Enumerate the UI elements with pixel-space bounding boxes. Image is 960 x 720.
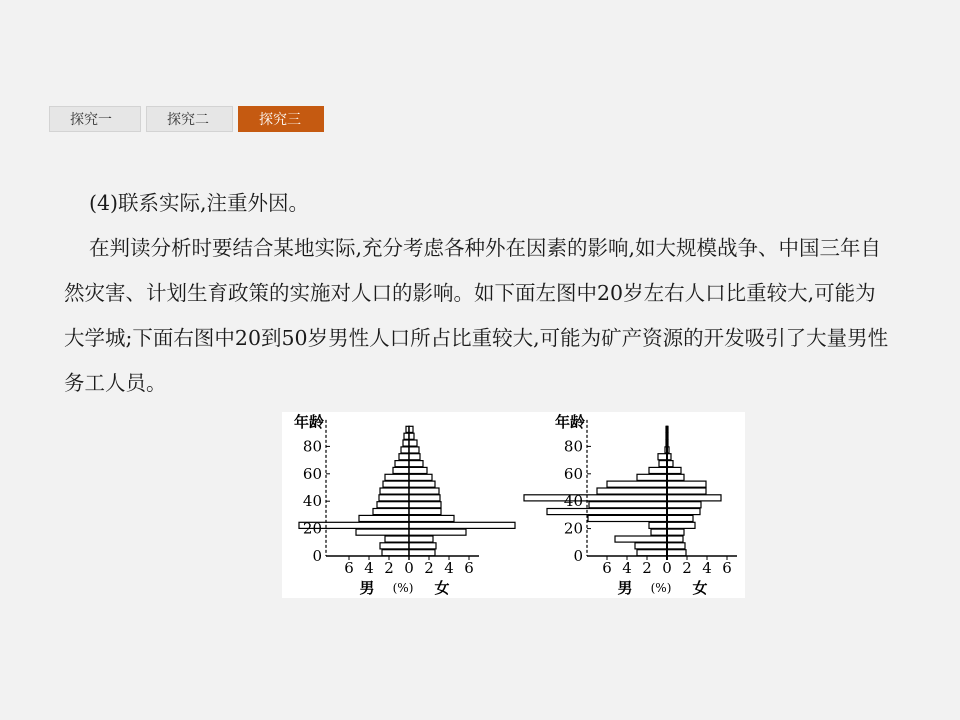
- chart-2-female-bar: [667, 536, 683, 542]
- chart-2-x-tick-label: 4: [622, 559, 632, 577]
- content-heading: (4)联系实际,注重外因。: [89, 191, 310, 215]
- tab-bar: [49, 106, 324, 132]
- chart-2-male-bar: [524, 495, 667, 501]
- chart-1-male-bar: [385, 536, 409, 542]
- chart-1-female-bar: [409, 509, 441, 515]
- chart-1-female-bar: [409, 515, 454, 521]
- chart-1-female-bar: [409, 447, 419, 453]
- chart-2-male-bar: [589, 502, 667, 508]
- chart-2-x-tick-label: 6: [722, 559, 732, 577]
- chart-1-female-bar: [409, 543, 436, 549]
- chart-2-male-bar: [597, 488, 667, 494]
- chart-1-male-bar: [359, 515, 409, 521]
- chart-1-y-axis-title: 年龄: [293, 413, 324, 431]
- chart-2-female-bar: [667, 502, 701, 508]
- chart-2-female-bar: [667, 522, 695, 528]
- chart-2-male-bar: [615, 536, 667, 542]
- chart-2-unit-label: (%): [650, 581, 672, 595]
- chart-2-y-tick-label: 80: [563, 437, 583, 456]
- chart-1-male-bar: [395, 461, 409, 467]
- chart-2-female-bar: [667, 467, 681, 473]
- chart-1-male-bar: [403, 440, 409, 446]
- chart-1-x-tick-label: 0: [404, 559, 414, 577]
- chart-1-female-label: 女: [434, 579, 450, 597]
- chart-1-male-bar: [385, 474, 409, 480]
- chart-2-male-label: 男: [617, 579, 633, 597]
- chart-1-male-bar: [382, 550, 409, 556]
- chart-1-male-bar: [356, 529, 409, 535]
- chart-1-female-bar: [409, 467, 427, 473]
- chart-2-female-bar: [667, 529, 684, 535]
- chart-1-male-bar: [377, 502, 409, 508]
- population-pyramid-figure: [282, 412, 745, 598]
- chart-1-female-bar: [409, 440, 417, 446]
- chart-1-x-tick-label: 4: [444, 559, 454, 577]
- chart-1-male-bar: [393, 467, 409, 473]
- chart-1-female-bar: [409, 495, 440, 501]
- chart-1-male-bar: [380, 488, 409, 494]
- chart-2-female-bar: [667, 543, 685, 549]
- chart-2-x-tick-label: 4: [702, 559, 712, 577]
- chart-2-male-bar: [637, 474, 667, 480]
- chart-1-female-bar: [409, 461, 423, 467]
- chart-2-x-tick-label: 2: [642, 559, 652, 577]
- chart-2-male-bar: [588, 515, 667, 521]
- tab-inquiry-3[interactable]: 探究三: [238, 106, 324, 132]
- chart-2-female-bar: [667, 481, 706, 487]
- chart-2-x-tick-label: 6: [602, 559, 612, 577]
- chart-2-male-bar: [635, 543, 667, 549]
- chart-1-x-tick-label: 6: [464, 559, 474, 577]
- tab-inquiry-1[interactable]: 探究一: [49, 106, 141, 132]
- chart-1-female-bar: [409, 433, 414, 439]
- chart-1-male-bar: [404, 433, 409, 439]
- chart-2-female-label: 女: [692, 579, 708, 597]
- chart-1-y-tick-label: 20: [302, 519, 322, 538]
- chart-2-male-bar: [637, 550, 667, 556]
- chart-2-x-tick-label: 2: [682, 559, 692, 577]
- chart-1-y-tick-label: 40: [302, 492, 322, 511]
- chart-1-y-tick-label: 60: [302, 464, 322, 483]
- chart-1-female-bar: [409, 481, 435, 487]
- chart-2-y-tick-label: 60: [563, 464, 583, 483]
- chart-1-unit-label: (%): [392, 581, 414, 595]
- chart-1-female-bar: [409, 488, 439, 494]
- chart-2-female-bar: [667, 550, 686, 556]
- chart-1-female-bar: [409, 550, 435, 556]
- chart-1-y-tick-label: 80: [302, 437, 322, 456]
- content-paragraph: 在判读分析时要结合某地实际,充分考虑各种外在因素的影响,如大规模战争、中国三年自然灾害、计划生育政策的实施对人口的影响。如下面左图中20岁左右人口比重较大,可能为大学城;下面右图中20到50岁男性人口所占比重较大,可能为矿产资源的开发吸引了大量男性务工人员。: [64, 236, 889, 395]
- chart-2-y-tick-label: 40: [563, 492, 583, 511]
- chart-1-x-tick-label: 2: [424, 559, 434, 577]
- chart-1-male-label: 男: [359, 579, 375, 597]
- chart-1-male-bar: [401, 447, 409, 453]
- chart-1-y-tick-label: 0: [312, 547, 322, 565]
- chart-1-female-bar: [409, 536, 433, 542]
- chart-2-male-bar: [607, 481, 667, 487]
- chart-1-male-bar: [373, 509, 409, 515]
- chart-2-female-bar: [667, 509, 700, 515]
- pyramid-charts-svg: [282, 412, 745, 598]
- chart-2-female-bar: [667, 515, 693, 521]
- chart-1-female-bar: [409, 454, 420, 460]
- chart-2-y-tick-label: 20: [563, 519, 583, 538]
- chart-2-male-bar: [659, 461, 667, 467]
- chart-1-female-bar: [409, 529, 466, 535]
- chart-2-male-bar: [658, 454, 667, 460]
- chart-2-female-bar: [667, 488, 706, 494]
- chart-1-female-bar: [409, 474, 432, 480]
- chart-1-male-bar: [383, 481, 409, 487]
- content-text: [64, 181, 894, 406]
- chart-2-male-bar: [649, 467, 667, 473]
- chart-1-x-tick-label: 2: [384, 559, 394, 577]
- chart-1-female-bar: [409, 502, 441, 508]
- chart-2-y-tick-label: 0: [573, 547, 583, 565]
- chart-2-x-tick-label: 0: [662, 559, 672, 577]
- chart-1-x-tick-label: 4: [364, 559, 374, 577]
- chart-1-male-bar: [399, 454, 409, 460]
- chart-1-female-bar: [409, 522, 515, 528]
- chart-2-male-bar: [649, 522, 667, 528]
- chart-1-male-bar: [380, 543, 409, 549]
- chart-2-male-bar: [651, 529, 667, 535]
- chart-2-y-axis-title: 年龄: [554, 413, 585, 431]
- tab-inquiry-2[interactable]: 探究二: [146, 106, 233, 132]
- chart-2-female-bar: [667, 495, 721, 501]
- chart-1-x-tick-label: 6: [344, 559, 354, 577]
- chart-1-male-bar: [379, 495, 409, 501]
- chart-2-female-bar: [667, 474, 684, 480]
